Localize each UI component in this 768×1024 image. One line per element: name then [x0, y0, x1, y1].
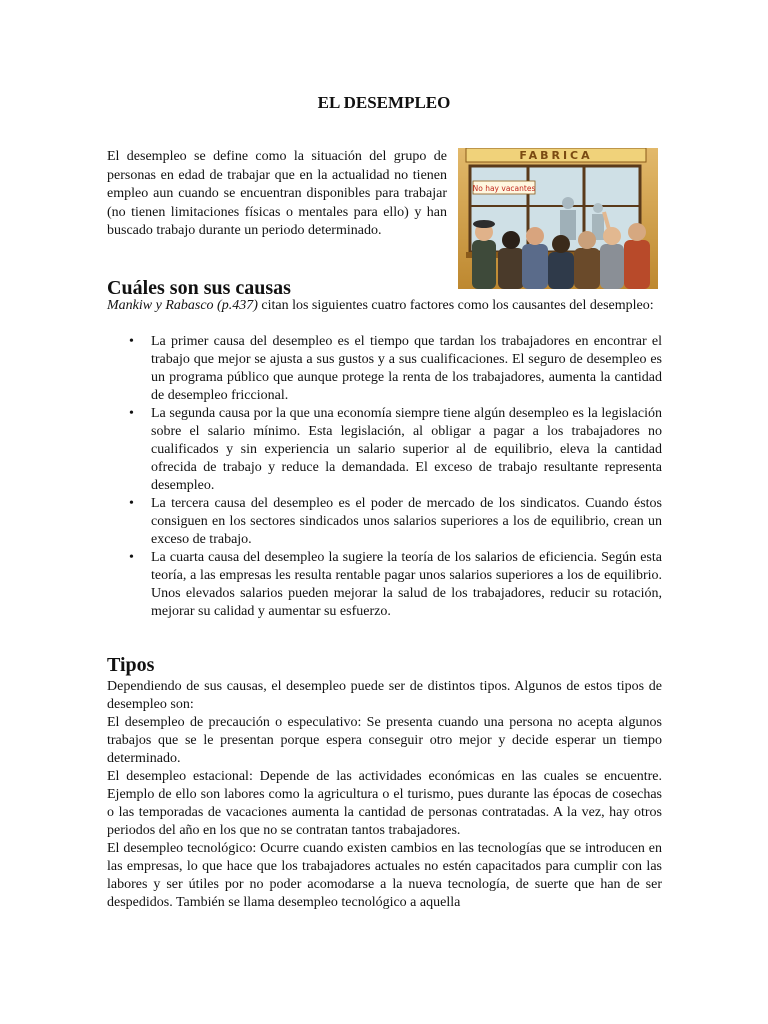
factory-sign-text: FABRICA — [519, 149, 593, 162]
page-title: EL DESEMPLEO — [317, 93, 451, 112]
cause-item-3: • La tercera causa del desempleo es el poder de mercado de los sindicatos. Cuando éstos consiguen en los sectores sindicados unos salarios superiores a los de equilibrio, crean un exceso de trabajo. — [151, 495, 662, 549]
types-paragraph: El desempleo de precaución o especulativo: Se presenta cuando una persona no acepta algunos trabajos que se le presentan porque espera conseguir otro mejor y decide esperar un tiempo determinado. — [107, 715, 662, 766]
cause-item-1: • La primer causa del desempleo es el tiempo que tardan los trabajadores en encontrar el trabajo que mejor se ajusta a sus gustos y a sus cualificaciones. El seguro de desempleo es un programa público que aunque protege la renta de los trabajadores, aumenta la cantidad de desempleo friccional. — [151, 333, 662, 405]
causes-intro — [107, 297, 662, 315]
types-paragraph: El desempleo tecnológico: Ocurre cuando existen cambios en las tecnologías que se introducen en las empresas, lo que hace que los trabajadores actuales no estén capacitados para cumplir con las labores y ser útiles por no poder acomodarse a la nueva tecnología, de suerte que han de ser despedidos. También se llama desempleo tecnológico a aquella — [107, 841, 662, 910]
causes-intro-text: citan los siguientes cuatro factores como los causantes del desempleo: — [257, 298, 654, 313]
cause-item-4: • La cuarta causa del desempleo la sugiere la teoría de los salarios de eficiencia. Según esta teoría, a las empresas les resulta rentable pagar unos salarios superiores a los de equilibrio. Unos elevados salarios pueden mejorar la salud de los trabajadores, reducir su rotación, mejorar su calidad y aumentar su esfuerzo. — [151, 549, 662, 621]
causes-list — [151, 333, 662, 621]
factory-illustration-svg — [458, 148, 658, 289]
types-paragraph: Dependiendo de sus causas, el desempleo puede ser de distintos tipos. Algunos de estos tipos de desempleo son: — [107, 679, 662, 712]
types-paragraph: El desempleo estacional: Depende de las actividades económicas en las cuales se encuentre. Ejemplo de ello son labores como la agricultura o el turismo, pues durante las épocas de cosechas o las temporadas de vacaciones aumenta la cantidad de personas contratadas. A la vez, hay otros periodos del año en los que no se contratan tantos trabajadores. — [107, 769, 662, 838]
types-body — [107, 678, 662, 912]
types-heading: Tipos — [107, 654, 155, 676]
intro-paragraph: El desempleo se define como la situación del grupo de personas en edad de trabajar que en la actualidad no tienen empleo aun cuando se encuentran disponibles para trabajar (no tienen limitaciones físicas o mentales para ello) y han buscado trabajo durante un periodo determinado. — [107, 149, 447, 238]
factory-illustration — [458, 148, 658, 289]
causes-heading: Cuáles son sus causas — [107, 277, 291, 299]
cause-item-2: • La segunda causa por la que una economía siempre tiene algún desempleo es la legislación sobre el salario mínimo. Esta legislación, al obligar a pagar a los trabajadores no cualificados y sin experiencia un salario superior al de equilibrio, eleva la cantidad ofrecida de trabajo y reduce la demandada. El exceso de trabajo resultante representa desempleo. — [151, 405, 662, 495]
no-vacancies-notice: No hay vacantes — [472, 184, 536, 193]
causes-citation: Mankiw y Rabasco (p.437) — [107, 298, 258, 313]
